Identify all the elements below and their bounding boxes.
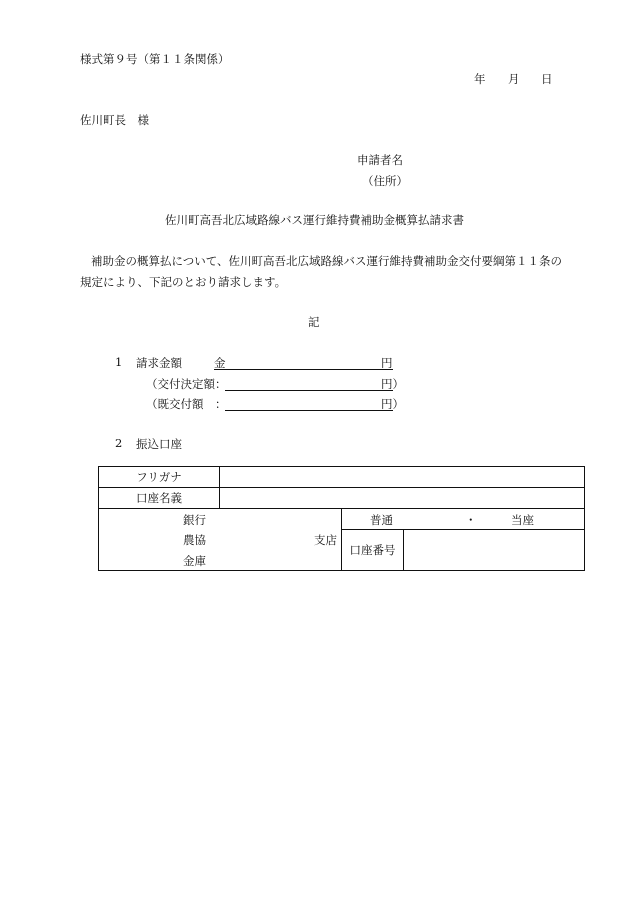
form-number: 様式第９号（第１１条関係） xyxy=(80,52,230,66)
item1-sub1-line[interactable] xyxy=(225,390,393,391)
item1-number: 1 xyxy=(115,355,123,369)
applicant-name-label: 申請者名 xyxy=(357,153,403,167)
account-name-label: 口座名義 xyxy=(99,488,220,509)
body-line-2: 規定により、下記のとおり請求します。 xyxy=(80,275,287,289)
account-name-field[interactable] xyxy=(220,488,585,509)
account-type-dot: ・ xyxy=(465,513,477,527)
account-type-cell[interactable] xyxy=(342,509,585,530)
shinkin-label: 金庫 xyxy=(183,554,206,568)
bank-branch-cell[interactable] xyxy=(99,509,342,571)
item1-sub2-line[interactable] xyxy=(225,410,393,411)
applicant-address-label: （住所） xyxy=(362,174,408,188)
item1-amount-line[interactable] xyxy=(214,369,393,370)
item2-number: 2 xyxy=(115,436,123,450)
item1-kin: 金 xyxy=(214,356,226,370)
nokyo-label: 農協 xyxy=(183,533,206,547)
item1-label: 請求金額 xyxy=(136,356,182,370)
document-title: 佐川町高吾北広域路線バス運行維持費補助金概算払請求書 xyxy=(165,213,464,227)
furigana-field[interactable] xyxy=(220,467,585,488)
item1-yen: 円 xyxy=(381,356,393,370)
account-type-current[interactable]: 当座 xyxy=(511,513,534,527)
item1-sub2-label: （既交付額 ： xyxy=(146,397,227,411)
date-day: 日 xyxy=(541,72,553,86)
bank-label: 銀行 xyxy=(183,513,206,527)
account-type-regular[interactable]: 普通 xyxy=(370,513,393,527)
item2-label: 振込口座 xyxy=(136,437,182,451)
date-month: 月 xyxy=(508,72,520,86)
date-year: 年 xyxy=(474,72,486,86)
addressee: 佐川町長 様 xyxy=(80,113,149,127)
branch-label: 支店 xyxy=(314,533,337,547)
item1-sub1-label: （交付決定額： xyxy=(146,377,227,391)
body-line-1: 補助金の概算払について、佐川町高吾北広域路線バス運行維持費補助金交付要綱第１１条の xyxy=(91,254,563,268)
account-number-label: 口座番号 xyxy=(342,530,404,571)
furigana-label: フリガナ xyxy=(99,467,220,488)
item1-sub1-end: 円） xyxy=(381,377,404,391)
bank-account-table xyxy=(98,466,585,571)
account-number-field[interactable] xyxy=(404,530,585,571)
ki-heading: 記 xyxy=(308,315,320,329)
item1-sub2-end: 円） xyxy=(381,397,404,411)
